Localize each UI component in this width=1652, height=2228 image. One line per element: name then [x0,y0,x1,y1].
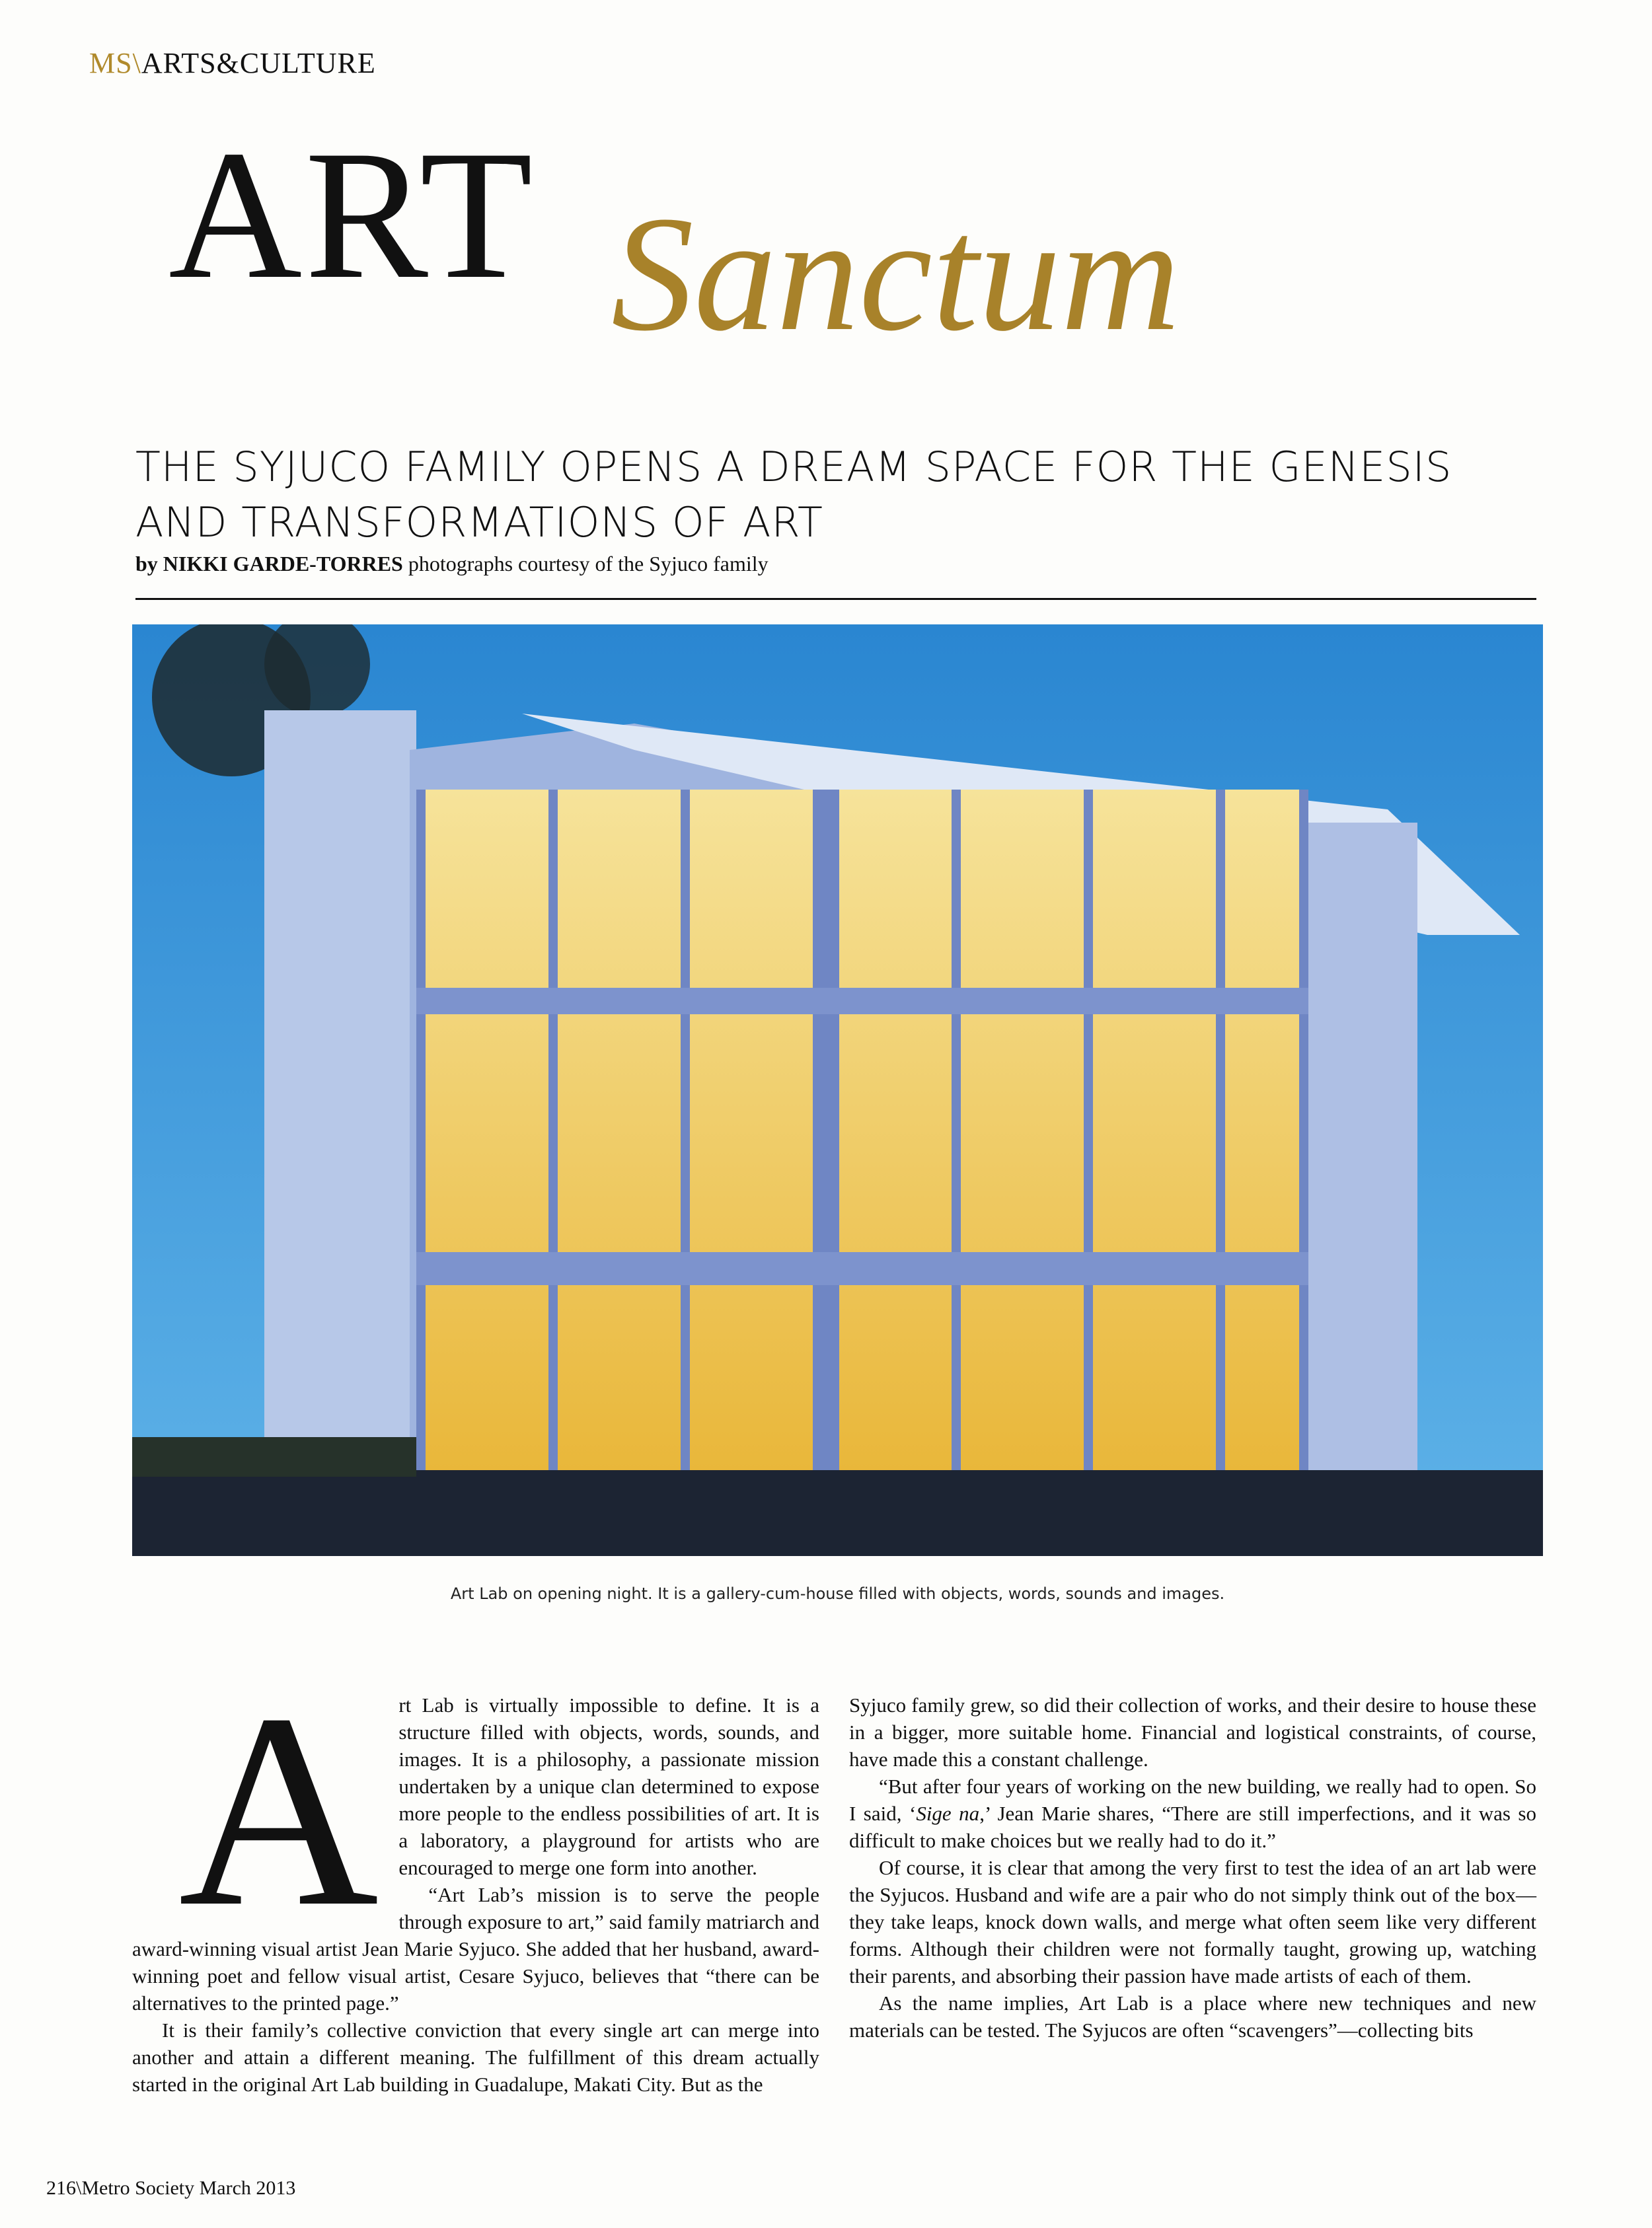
art-lab-photo [132,624,1543,1556]
deck-line-2: AND TRANSFORMATIONS OF ART [135,498,823,546]
byline-author: NIKKI GARDE-TORRES [163,552,403,576]
article-paragraph-2: “Art Lab’s mission is to serve the people through exposure to art,” said family matriarch and award-winning visual artist Jean Marie Syjuco. She added that her husband, award-winning poet and fellow visual artist, Cesare Syjuco, believes that “there can be alternatives to the printed page.” [132,1883,819,2015]
article-paragraph-6: Of course, it is clear that among the very first to test the idea of an art lab were the Syjucos. Husband and wife are a pair who do not simply think out of the box—they take leaps, knock down walls, and merge what often seem like very different forms. Although their children were not formally taught, growing up, watching their parents, and absorbing their passion have made artists of each of them. [849,1856,1536,1987]
paragraph-5-text-a: “But after four years of working on the new building, we really had to open. So I said, ‘ [849,1775,1536,1825]
article-column-left [132,1656,819,2098]
paragraph-1-text: rt Lab is virtually impossible to define. It is a structure filled with objects, words, sounds, and images. It is a philosophy, a passionate mission undertaken by a unique clan determined to expose more people to the endless possibilities of art. It is a laboratory, a playground for artists who are encouraged to merge one form into another. [398,1693,819,1879]
page-folio: 216\Metro Society March 2013 [46,2177,296,2199]
article-paragraph-4: Syjuco family grew, so did their collection of works, and their desire to house these in a bigger, more suitable home. Financial and logistical constraints, of course, have made this a constant challenge. [849,1693,1536,1771]
paragraph-5-text-b: ,’ Jean Marie shares, “There are still imperfections, and it was so difficult to make choices but we really had to do it.” [849,1802,1537,1852]
headline-art: ART [169,112,536,317]
headline-sanctum: Sanctum [611,182,1180,365]
section-label [89,46,376,80]
section-prefix: MS\ [89,47,141,79]
section-name: ARTS&CULTURE [141,47,376,79]
byline-by: by [135,552,158,576]
drop-cap: A [178,1656,379,1964]
byline-credit: photographs courtesy of the Syjuco family [408,552,769,576]
article-column-right [849,1691,1536,2044]
article-paragraph-3: It is their family’s collective conviction that every single art can merge into another and attain a different meaning. The fulfillment of this dream actually started in the original Art Lab building in Guadalupe, Makati City. But as the [132,2019,819,2096]
byline [135,552,769,576]
paragraph-5-italic: Sige na [916,1802,980,1825]
article-paragraph-5 [849,1773,1536,1854]
deck [135,439,1589,550]
divider-rule [135,598,1536,600]
photo-caption: Art Lab on opening night. It is a gallery-cum-house filled with objects, words, sounds and images. [450,1584,1225,1603]
article-paragraph-7: As the name implies, Art Lab is a place where new techniques and new materials can be tested. The Syjucos are often “scavengers”—collecting bits [849,1991,1536,2042]
deck-line-1: THE SYJUCO FAMILY OPENS A DREAM SPACE FOR THE GENESIS [135,443,1452,491]
building-illustration [132,624,1543,1556]
